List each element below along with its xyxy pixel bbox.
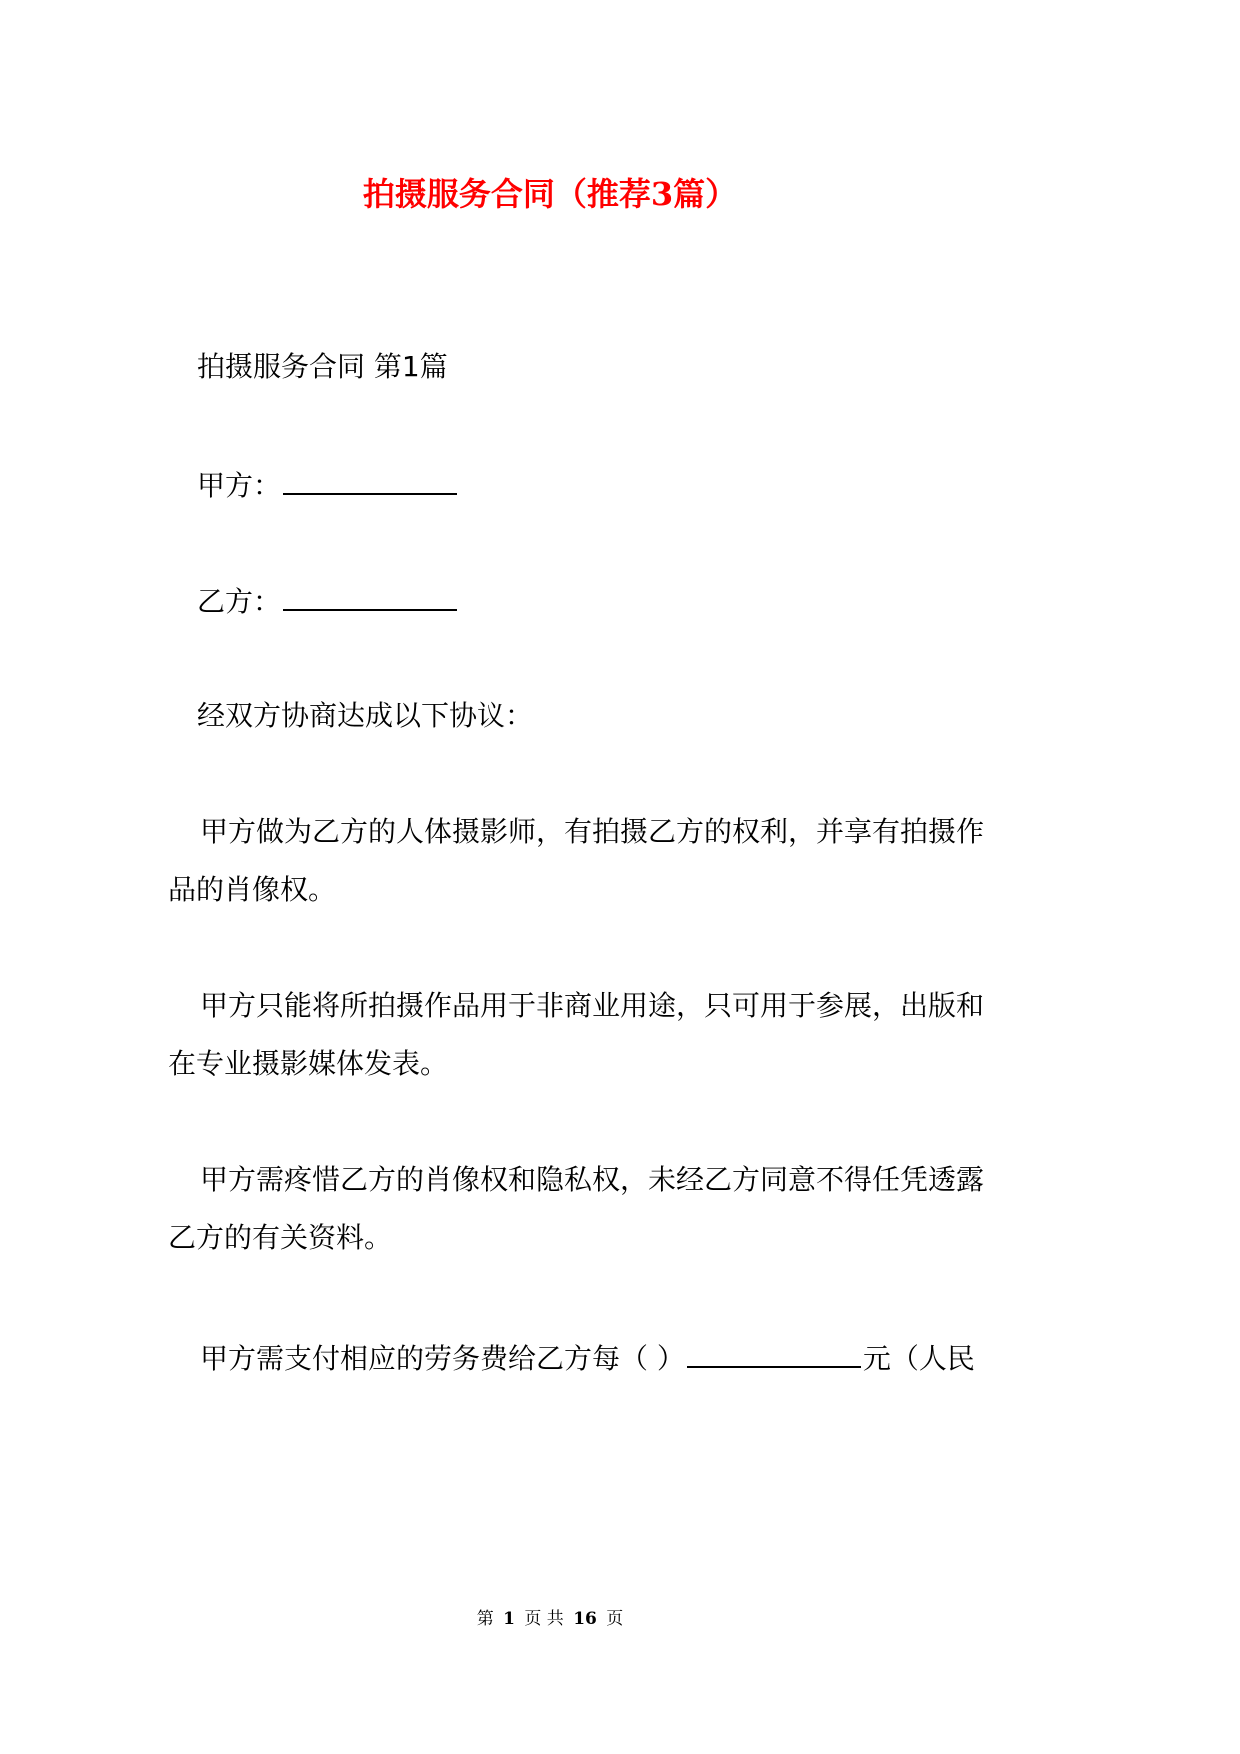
clause-1-line-1: 甲方做为乙方的人体摄影师，有拍摄乙方的权利，并享有拍摄作 — [200, 815, 985, 848]
party-a-label: 甲方： — [197, 469, 282, 502]
party-b-blank — [283, 581, 457, 611]
clause-3-line-2: 乙方的有关资料。 — [168, 1221, 393, 1254]
clause-2-line-1: 甲方只能将所拍摄作品用于非商业用途，只可用于参展，出版和 — [200, 989, 985, 1022]
fee-amount-blank — [687, 1338, 861, 1368]
footer-suffix: 页 — [606, 1609, 624, 1629]
party-a-blank — [283, 465, 457, 495]
fee-clause-prefix: 甲方需支付相应的劳务费给乙方每（ ） — [200, 1342, 685, 1375]
clause-3-line-1: 甲方需疼惜乙方的肖像权和隐私权，未经乙方同意不得任凭透露 — [200, 1163, 985, 1196]
clause-2-line-2: 在专业摄影媒体发表。 — [168, 1047, 449, 1080]
agreement-intro: 经双方协商达成以下协议： — [197, 699, 534, 732]
party-b-row — [197, 581, 459, 620]
footer-prefix: 第 — [476, 1609, 494, 1629]
footer-middle: 页 共 — [524, 1609, 564, 1629]
section-heading: 拍摄服务合同 第1篇 — [197, 350, 448, 383]
fee-clause — [200, 1338, 975, 1377]
footer-page-number: 1 — [503, 1609, 515, 1629]
party-b-label: 乙方： — [197, 585, 282, 618]
footer-total-pages: 16 — [573, 1609, 597, 1629]
clause-1-line-2: 品的肖像权。 — [168, 873, 337, 906]
page-footer — [0, 1607, 1100, 1631]
party-a-row — [197, 465, 459, 504]
document-title: 拍摄服务合同（推荐3篇） — [362, 175, 738, 213]
fee-clause-suffix: 元（人民 — [862, 1342, 975, 1375]
